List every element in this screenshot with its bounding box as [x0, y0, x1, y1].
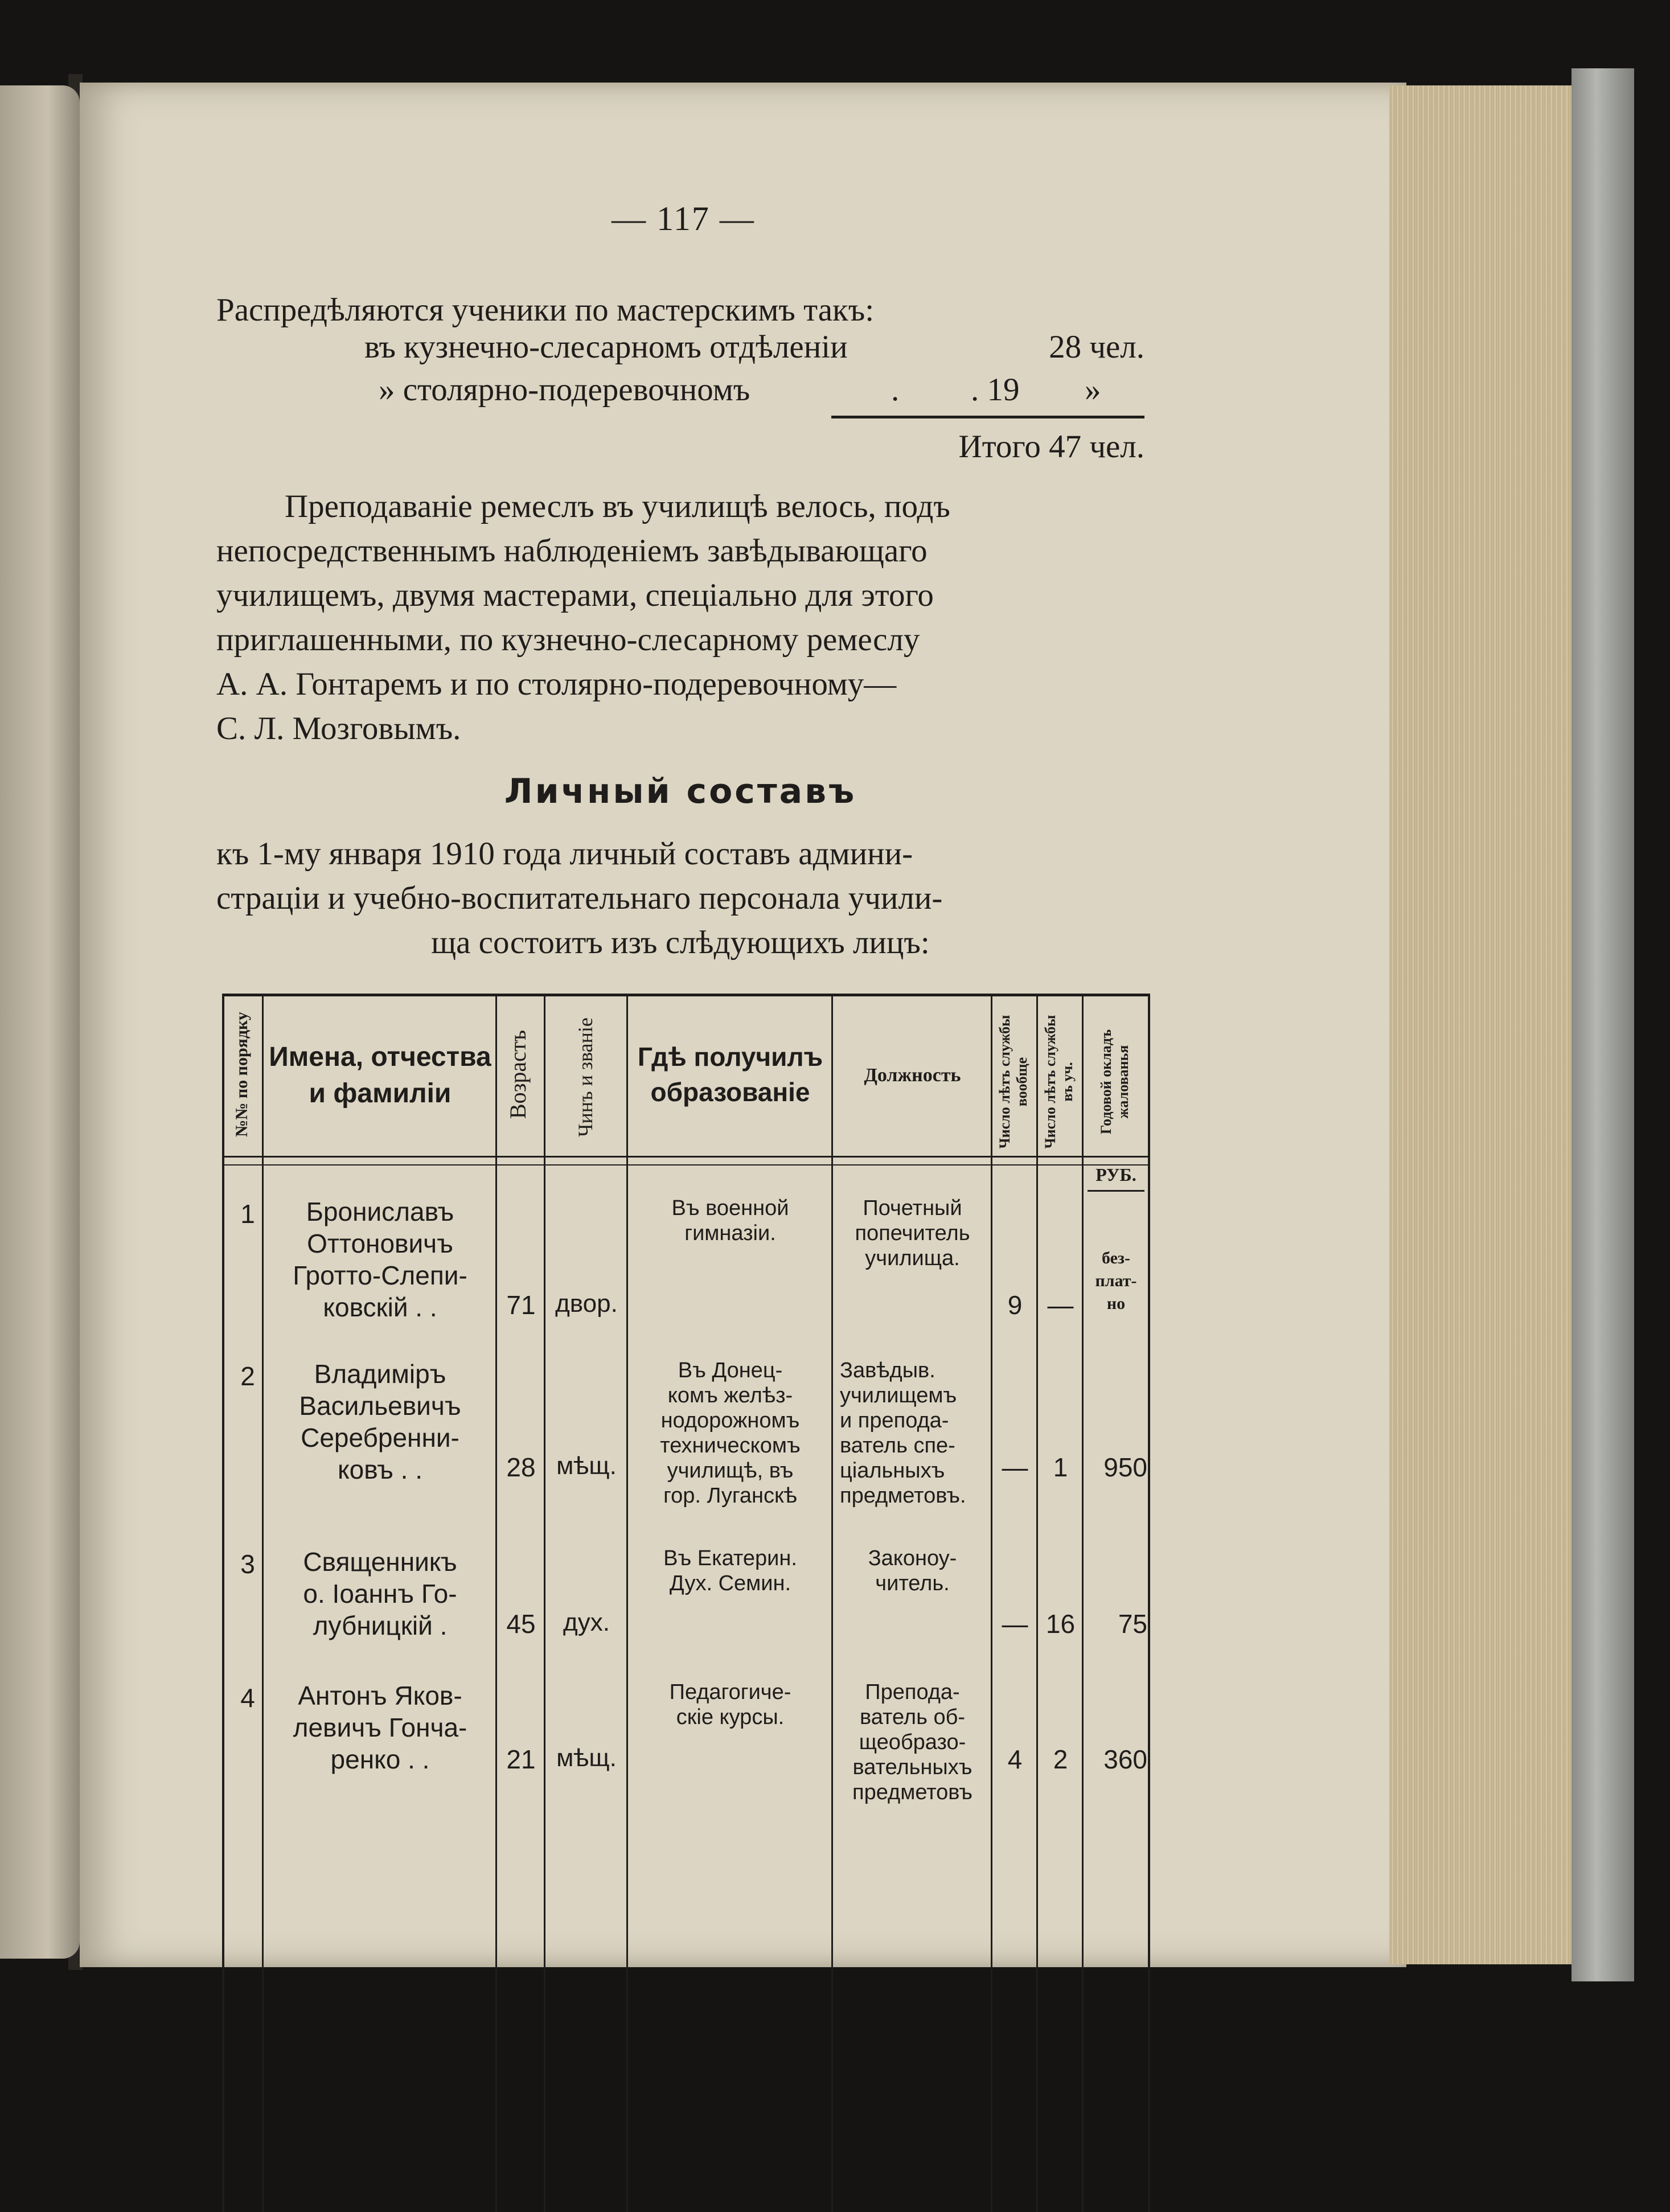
para-line-3: [216, 573, 1144, 618]
row3-service-school: 16: [1045, 1609, 1076, 1639]
col-rule-5: [831, 994, 833, 2212]
row1-salary: без- плат- но: [1095, 1249, 1137, 1313]
para-text-4: приглашенными, по кузнечно-слесарному ремеслу: [216, 622, 920, 658]
row2-rank: мѣщ.: [556, 1452, 617, 1480]
row4-no: 4: [240, 1683, 255, 1713]
intro2-line-2: [216, 876, 1144, 921]
row2-salary: 950: [1103, 1452, 1147, 1482]
staff-table: [222, 994, 1150, 2212]
col-rule-4: [626, 994, 628, 2212]
row1-no: 1: [240, 1199, 255, 1229]
row3-age: 45: [506, 1609, 536, 1639]
dept2-unit: »: [1085, 372, 1101, 408]
row2-service-total: —: [1002, 1452, 1028, 1482]
dept1-line: [364, 325, 1144, 370]
col-rule-3: [544, 994, 545, 2212]
intro2-line-1: [216, 831, 1144, 877]
section-heading: Личный составъ: [504, 771, 857, 811]
row4-service-total: 4: [1007, 1745, 1023, 1774]
left-page: [0, 85, 80, 1959]
intro-text: Распредѣляются ученики по мастерскимъ такъ:: [216, 292, 875, 328]
row2-age: 28: [506, 1452, 536, 1482]
para-line-5: [216, 662, 1144, 707]
row1-position: Почетный попечитель училища.: [855, 1196, 970, 1270]
dept2-dots: .: [891, 372, 900, 408]
page-number: — 117 —: [612, 200, 755, 237]
header-name: Имена, отчества и фамиліи: [269, 1042, 491, 1109]
row3-rank: дух.: [563, 1608, 610, 1636]
para-text-3: училищемъ, двумя мастерами, спеціально для этого: [216, 577, 934, 613]
salary-unit: РУБ.: [1095, 1164, 1136, 1185]
table-header-rule-2: [222, 1164, 1150, 1165]
col-rule-8: [1082, 994, 1084, 2212]
row1-education: Въ военной гимназіи.: [671, 1196, 789, 1245]
row1-name: Брониславъ Оттоновичъ Гротто-Слепи- ковскій . .: [293, 1197, 467, 1322]
row3-position: Законоу- читель.: [868, 1546, 957, 1595]
col-rule-6: [991, 994, 992, 2212]
row2-service-school: 1: [1053, 1452, 1068, 1482]
row1-age: 71: [506, 1290, 536, 1320]
header-rank: Чинъ и званіе: [574, 1017, 597, 1137]
col-rule-2: [495, 994, 497, 2212]
page-fore-edge: [1389, 85, 1575, 1964]
sum-rule: [831, 416, 1144, 418]
dept1-count: 28 чел.: [1049, 329, 1144, 365]
header-position: Должность: [864, 1065, 961, 1086]
header-education: Гдѣ получилъ образованіе: [637, 1042, 823, 1107]
para-line-2: [216, 528, 1144, 574]
row3-no: 3: [240, 1549, 255, 1579]
para-line-6: С. Л. Мозговымъ.: [216, 711, 461, 746]
row4-name: Антонъ Яков- левичъ Гонча- ренко . .: [293, 1681, 467, 1774]
table-right-rule: [1148, 994, 1150, 2212]
header-service-school: Число лѣтъ службы въ уч.: [1042, 1015, 1076, 1149]
intro2-text-2: страціи и учебно-воспитательнаго персонала учили-: [216, 880, 943, 916]
total-line: Итого 47 чел.: [958, 429, 1144, 465]
salary-unit-rule: [1088, 1190, 1144, 1192]
row2-education: Въ Донец- комъ желѣз- нодорожномъ техническомъ училищѣ, въ гор. Луганскѣ: [660, 1359, 801, 1508]
header-service-total: Число лѣтъ службы вообще: [996, 1015, 1030, 1149]
para-line-1: [216, 484, 1144, 530]
row3-service-total: —: [1002, 1609, 1028, 1639]
para-text-2: непосредственнымъ наблюденіемъ завѣдывающаго: [216, 533, 928, 569]
row2-position: Завѣдыв. училищемъ и препода- ватель спе- ціальныхъ предметовъ.: [840, 1359, 966, 1508]
row4-position: Препода- ватель об- щеобразо- вательныхъ предметовъ: [852, 1680, 973, 1804]
row2-name: Владиміръ Васильевичъ Серебренни- ковъ . .: [299, 1359, 461, 1484]
intro2-line-3: ща состоитъ изъ слѣдующихъ лицъ:: [431, 925, 930, 961]
col-rule-7: [1036, 994, 1038, 2212]
row3-salary: 75: [1118, 1609, 1147, 1639]
row4-education: Педагогиче- скіе курсы.: [669, 1680, 791, 1729]
row3-education: Въ Екатерин. Дух. Семин.: [663, 1546, 797, 1595]
table-top-rule: [222, 994, 1150, 996]
book-cover: [1571, 68, 1634, 1981]
table-left-rule: [222, 994, 224, 2212]
intro2-text-1: къ 1-му января 1910 года личный составъ админи-: [216, 836, 913, 872]
row1-service-school: —: [1047, 1290, 1074, 1320]
dept2-line: [379, 367, 1107, 413]
row4-salary: 360: [1103, 1745, 1147, 1774]
row3-name: Священникъ о. Іоаннъ Го- лубницкій .: [303, 1547, 457, 1640]
para-text-1: Преподаваніе ремеслъ въ училищѣ велось, подъ: [285, 489, 950, 524]
para-line-4: [216, 617, 1144, 663]
row4-service-school: 2: [1053, 1745, 1068, 1774]
header-salary: Годовой окладъ жалованья: [1098, 1029, 1131, 1135]
row1-rank: двор.: [555, 1290, 618, 1318]
para-text-5: А. А. Гонтаремъ и по столярно-подеревочному—: [216, 666, 897, 702]
header-no: №№ по порядку: [232, 1012, 251, 1137]
header-age: Возрастъ: [505, 1029, 531, 1119]
dept2-prefix: » столярно-подеревочномъ: [379, 372, 750, 408]
col-rule-1: [262, 994, 264, 2212]
row1-service-total: 9: [1007, 1290, 1023, 1320]
dept1-prefix: въ кузнечно-слесарномъ отдѣленіи: [364, 329, 848, 365]
row4-rank: мѣщ.: [556, 1744, 617, 1772]
row4-age: 21: [506, 1745, 536, 1774]
row2-no: 2: [240, 1361, 255, 1391]
table-header-rule: [222, 1156, 1150, 1158]
dept2-count: . 19: [971, 372, 1020, 408]
